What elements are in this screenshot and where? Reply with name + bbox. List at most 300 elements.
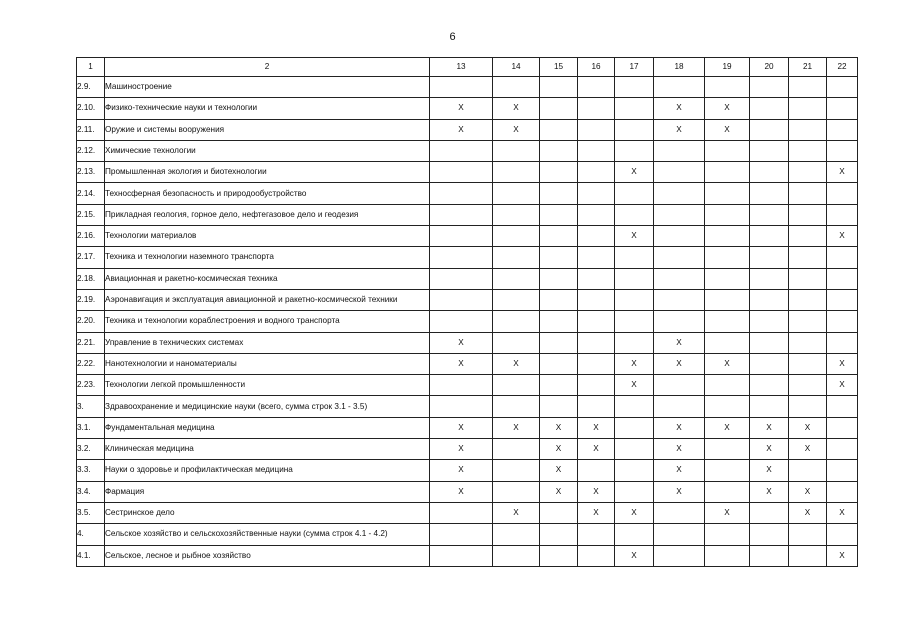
mark-cell (578, 162, 615, 183)
row-name-cell: Клиническая медицина (105, 439, 430, 460)
mark-cell (540, 140, 578, 161)
mark-cell (827, 268, 858, 289)
mark-cell (750, 140, 789, 161)
row-number-cell: 3.2. (77, 439, 105, 460)
mark-cell (705, 268, 750, 289)
row-name-cell: Физико-технические науки и технологии (105, 98, 430, 119)
mark-cell (750, 268, 789, 289)
mark-cell (578, 204, 615, 225)
table-row (77, 311, 858, 332)
mark-cell (789, 247, 827, 268)
table-row (77, 226, 858, 247)
mark-cell (789, 545, 827, 566)
mark-cell (540, 289, 578, 310)
mark-cell (789, 119, 827, 140)
page-number: 6 (449, 31, 456, 43)
mark-cell (578, 396, 615, 417)
mark-cell (654, 140, 705, 161)
mark-cell: X (430, 460, 493, 481)
mark-cell (578, 77, 615, 98)
mark-cell (493, 226, 540, 247)
mark-cell (540, 183, 578, 204)
mark-cell: X (493, 502, 540, 523)
row-name-cell: Прикладная геология, горное дело, нефтегазовое дело и геодезия (105, 204, 430, 225)
mark-cell: X (654, 439, 705, 460)
mark-cell (430, 77, 493, 98)
mark-cell (750, 98, 789, 119)
mark-cell (615, 439, 654, 460)
mark-cell (827, 98, 858, 119)
mark-cell: X (827, 375, 858, 396)
mark-cell (430, 162, 493, 183)
mark-cell (750, 77, 789, 98)
row-number-cell: 4.1. (77, 545, 105, 566)
header-cell: 17 (615, 58, 654, 77)
mark-cell (493, 289, 540, 310)
mark-cell (578, 545, 615, 566)
mark-cell (705, 311, 750, 332)
mark-cell (705, 524, 750, 545)
mark-cell: X (827, 502, 858, 523)
mark-cell (430, 396, 493, 417)
mark-cell (578, 460, 615, 481)
mark-cell (540, 332, 578, 353)
mark-cell: X (430, 353, 493, 374)
row-name-cell: Сельское хозяйство и сельскохозяйственные науки (сумма строк 4.1 - 4.2) (105, 524, 430, 545)
mark-cell (827, 289, 858, 310)
mark-cell: X (615, 502, 654, 523)
mark-cell: X (827, 226, 858, 247)
mark-cell: X (430, 119, 493, 140)
mark-cell (827, 247, 858, 268)
row-name-cell: Промышленная экология и биотехнологии (105, 162, 430, 183)
mark-cell (789, 375, 827, 396)
mark-cell (654, 375, 705, 396)
mark-cell (654, 204, 705, 225)
mark-cell (750, 502, 789, 523)
mark-cell (540, 353, 578, 374)
mark-cell (578, 353, 615, 374)
mark-cell (578, 268, 615, 289)
mark-cell (750, 183, 789, 204)
mark-cell (827, 183, 858, 204)
table-row (77, 140, 858, 161)
mark-cell: X (493, 417, 540, 438)
mark-cell (430, 375, 493, 396)
mark-cell (615, 332, 654, 353)
mark-cell (705, 439, 750, 460)
mark-cell (615, 77, 654, 98)
mark-cell (789, 226, 827, 247)
mark-cell (789, 396, 827, 417)
mark-cell (789, 140, 827, 161)
mark-cell: X (705, 353, 750, 374)
mark-cell (430, 268, 493, 289)
mark-cell (578, 119, 615, 140)
mark-cell (578, 375, 615, 396)
mark-cell: X (493, 353, 540, 374)
mark-cell (430, 140, 493, 161)
mark-cell: X (789, 502, 827, 523)
row-name-cell: Техника и технологии кораблестроения и водного транспорта (105, 311, 430, 332)
header-cell: 18 (654, 58, 705, 77)
mark-cell (789, 77, 827, 98)
mark-cell (750, 119, 789, 140)
mark-cell (615, 183, 654, 204)
table-row (77, 332, 858, 353)
mark-cell: X (654, 417, 705, 438)
row-number-cell: 2.10. (77, 98, 105, 119)
mark-cell (750, 332, 789, 353)
mark-cell (430, 502, 493, 523)
mark-cell (827, 204, 858, 225)
row-name-cell: Техника и технологии наземного транспорта (105, 247, 430, 268)
mark-cell (615, 417, 654, 438)
row-number-cell: 2.22. (77, 353, 105, 374)
mark-cell (493, 396, 540, 417)
row-number-cell: 3.5. (77, 502, 105, 523)
row-number-cell: 2.14. (77, 183, 105, 204)
mark-cell (430, 289, 493, 310)
row-number-cell: 2.9. (77, 77, 105, 98)
row-name-cell: Сельское, лесное и рыбное хозяйство (105, 545, 430, 566)
table-body (77, 77, 858, 567)
row-number-cell: 2.18. (77, 268, 105, 289)
mark-cell: X (615, 226, 654, 247)
mark-cell (827, 417, 858, 438)
mark-cell (654, 502, 705, 523)
header-cell: 2 (105, 58, 430, 77)
mark-cell: X (827, 353, 858, 374)
mark-cell (654, 268, 705, 289)
mark-cell (540, 204, 578, 225)
mark-cell (493, 460, 540, 481)
mark-cell: X (789, 481, 827, 502)
mark-cell (540, 268, 578, 289)
mark-cell (705, 375, 750, 396)
mark-cell (827, 140, 858, 161)
table-row (77, 460, 858, 481)
mark-cell: X (540, 460, 578, 481)
mark-cell (493, 439, 540, 460)
table-row (77, 375, 858, 396)
mark-cell (827, 119, 858, 140)
mark-cell (615, 524, 654, 545)
mark-cell (578, 524, 615, 545)
mark-cell (654, 183, 705, 204)
row-number-cell: 3. (77, 396, 105, 417)
mark-cell: X (789, 417, 827, 438)
mark-cell (493, 524, 540, 545)
header-cell: 21 (789, 58, 827, 77)
mark-cell (493, 545, 540, 566)
mark-cell (705, 396, 750, 417)
mark-cell: X (654, 98, 705, 119)
row-name-cell: Фармация (105, 481, 430, 502)
mark-cell (705, 183, 750, 204)
mark-cell (654, 247, 705, 268)
mark-cell (654, 226, 705, 247)
mark-cell: X (615, 375, 654, 396)
mark-cell: X (615, 545, 654, 566)
mark-cell (615, 140, 654, 161)
row-number-cell: 2.11. (77, 119, 105, 140)
row-name-cell: Авиационная и ракетно-космическая техника (105, 268, 430, 289)
mark-cell (750, 396, 789, 417)
mark-cell (430, 183, 493, 204)
mark-cell (430, 204, 493, 225)
row-name-cell: Управление в технических системах (105, 332, 430, 353)
mark-cell (789, 311, 827, 332)
table-row (77, 502, 858, 523)
row-name-cell: Оружие и системы вооружения (105, 119, 430, 140)
mark-cell (789, 460, 827, 481)
mark-cell (493, 247, 540, 268)
mark-cell (430, 226, 493, 247)
mark-cell: X (578, 439, 615, 460)
table-row (77, 77, 858, 98)
mark-cell (789, 524, 827, 545)
header-cell: 15 (540, 58, 578, 77)
mark-cell: X (430, 417, 493, 438)
mark-cell (540, 545, 578, 566)
mark-cell (789, 289, 827, 310)
mark-cell (615, 481, 654, 502)
mark-cell (493, 77, 540, 98)
header-cell: 16 (578, 58, 615, 77)
mark-cell (789, 204, 827, 225)
mark-cell (578, 247, 615, 268)
mark-cell (654, 524, 705, 545)
row-name-cell: Технологии материалов (105, 226, 430, 247)
mark-cell (540, 98, 578, 119)
mark-cell (615, 289, 654, 310)
mark-cell (789, 332, 827, 353)
mark-cell (705, 289, 750, 310)
row-number-cell: 2.12. (77, 140, 105, 161)
row-name-cell: Фундаментальная медицина (105, 417, 430, 438)
mark-cell: X (540, 439, 578, 460)
mark-cell: X (493, 119, 540, 140)
row-number-cell: 2.16. (77, 226, 105, 247)
mark-cell (827, 524, 858, 545)
row-number-cell: 2.21. (77, 332, 105, 353)
mark-cell (578, 311, 615, 332)
table-row (77, 481, 858, 502)
mark-cell (654, 311, 705, 332)
row-number-cell: 2.23. (77, 375, 105, 396)
mark-cell (540, 226, 578, 247)
mark-cell: X (705, 119, 750, 140)
mark-cell (615, 98, 654, 119)
mark-cell: X (540, 417, 578, 438)
header-cell: 22 (827, 58, 858, 77)
mark-cell: X (493, 98, 540, 119)
mark-cell (615, 268, 654, 289)
row-name-cell: Сестринское дело (105, 502, 430, 523)
row-number-cell: 3.3. (77, 460, 105, 481)
mark-cell: X (750, 417, 789, 438)
row-number-cell: 4. (77, 524, 105, 545)
mark-cell (430, 311, 493, 332)
mark-cell: X (578, 502, 615, 523)
mark-cell: X (654, 119, 705, 140)
mark-cell: X (827, 162, 858, 183)
mark-cell (827, 439, 858, 460)
mark-cell: X (430, 481, 493, 502)
row-name-cell: Нанотехнологии и наноматериалы (105, 353, 430, 374)
mark-cell: X (750, 481, 789, 502)
mark-cell (705, 332, 750, 353)
row-name-cell: Технологии легкой промышленности (105, 375, 430, 396)
mark-cell (615, 119, 654, 140)
row-name-cell: Науки о здоровье и профилактическая медицина (105, 460, 430, 481)
mark-cell (578, 98, 615, 119)
mark-cell (705, 204, 750, 225)
mark-cell (615, 311, 654, 332)
mark-cell (493, 204, 540, 225)
mark-cell (615, 204, 654, 225)
mark-cell (827, 77, 858, 98)
mark-cell (540, 119, 578, 140)
mark-cell (578, 226, 615, 247)
table-row (77, 119, 858, 140)
mark-cell (827, 460, 858, 481)
mark-cell (430, 524, 493, 545)
header-cell: 1 (77, 58, 105, 77)
mark-cell (493, 183, 540, 204)
mark-cell (493, 162, 540, 183)
mark-cell: X (540, 481, 578, 502)
mark-cell (750, 204, 789, 225)
row-number-cell: 3.4. (77, 481, 105, 502)
table-row (77, 396, 858, 417)
table-row (77, 247, 858, 268)
mark-cell: X (578, 481, 615, 502)
mark-cell (493, 481, 540, 502)
mark-cell (540, 247, 578, 268)
mark-cell (615, 396, 654, 417)
mark-cell (493, 332, 540, 353)
mark-cell (654, 396, 705, 417)
mark-cell (750, 311, 789, 332)
mark-cell (578, 140, 615, 161)
table-row (77, 417, 858, 438)
mark-cell (705, 162, 750, 183)
mark-cell (750, 545, 789, 566)
mark-cell (827, 396, 858, 417)
mark-cell (578, 289, 615, 310)
mark-cell: X (705, 98, 750, 119)
mark-cell: X (789, 439, 827, 460)
mark-cell (540, 524, 578, 545)
mark-cell (705, 226, 750, 247)
mark-cell (493, 268, 540, 289)
mark-cell (789, 183, 827, 204)
mark-cell (540, 162, 578, 183)
mark-cell: X (654, 332, 705, 353)
table-row (77, 98, 858, 119)
mark-cell (827, 481, 858, 502)
table-row (77, 289, 858, 310)
mark-cell (789, 162, 827, 183)
table-row (77, 439, 858, 460)
row-name-cell: Здравоохранение и медицинские науки (всего, сумма строк 3.1 - 3.5) (105, 396, 430, 417)
mark-cell (750, 353, 789, 374)
mark-cell (578, 183, 615, 204)
mark-cell (493, 375, 540, 396)
mark-cell (654, 289, 705, 310)
mark-cell: X (615, 162, 654, 183)
mark-cell (654, 162, 705, 183)
table-row (77, 162, 858, 183)
mark-cell: X (827, 545, 858, 566)
mark-cell (750, 375, 789, 396)
mark-cell (705, 77, 750, 98)
mark-cell (578, 332, 615, 353)
mark-cell (789, 268, 827, 289)
mark-cell (705, 545, 750, 566)
mark-cell (827, 332, 858, 353)
mark-cell (540, 502, 578, 523)
mark-cell (789, 98, 827, 119)
mark-cell (615, 460, 654, 481)
mark-cell (430, 545, 493, 566)
mark-cell: X (750, 460, 789, 481)
mark-cell (750, 226, 789, 247)
specialties-table (76, 57, 858, 567)
row-name-cell: Техносферная безопасность и природообустройство (105, 183, 430, 204)
row-number-cell: 2.20. (77, 311, 105, 332)
mark-cell: X (705, 502, 750, 523)
mark-cell: X (654, 353, 705, 374)
mark-cell (540, 375, 578, 396)
mark-cell (615, 247, 654, 268)
mark-cell: X (750, 439, 789, 460)
header-cell: 13 (430, 58, 493, 77)
mark-cell (705, 481, 750, 502)
table-row (77, 183, 858, 204)
row-number-cell: 2.13. (77, 162, 105, 183)
mark-cell (705, 140, 750, 161)
row-number-cell: 3.1. (77, 417, 105, 438)
table-row (77, 545, 858, 566)
mark-cell (750, 162, 789, 183)
table-row (77, 353, 858, 374)
mark-cell: X (430, 98, 493, 119)
mark-cell (540, 77, 578, 98)
mark-cell: X (430, 332, 493, 353)
row-number-cell: 2.15. (77, 204, 105, 225)
mark-cell (789, 353, 827, 374)
row-name-cell: Химические технологии (105, 140, 430, 161)
mark-cell (540, 311, 578, 332)
mark-cell (430, 247, 493, 268)
mark-cell: X (705, 417, 750, 438)
table-header-row (77, 58, 858, 77)
row-number-cell: 2.17. (77, 247, 105, 268)
mark-cell (654, 77, 705, 98)
row-name-cell: Машиностроение (105, 77, 430, 98)
mark-cell (750, 289, 789, 310)
mark-cell (540, 396, 578, 417)
mark-cell (705, 460, 750, 481)
header-cell: 20 (750, 58, 789, 77)
header-cell: 19 (705, 58, 750, 77)
mark-cell (705, 247, 750, 268)
header-cell: 14 (493, 58, 540, 77)
mark-cell (750, 247, 789, 268)
